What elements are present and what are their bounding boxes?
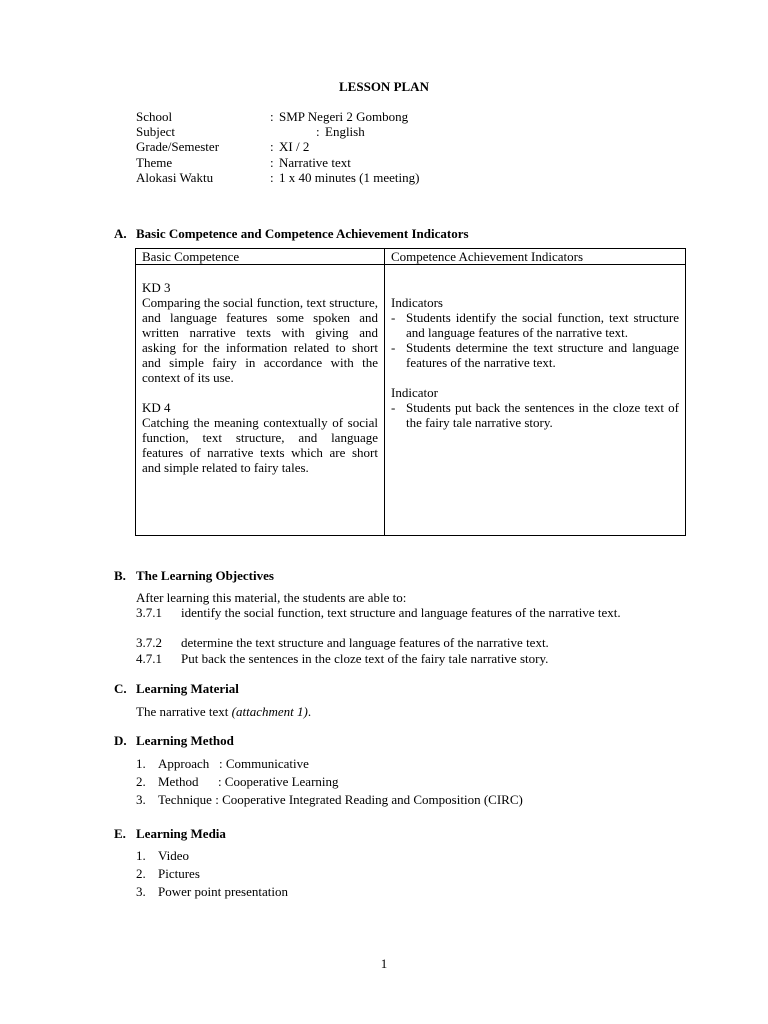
list-number: 1. xyxy=(136,848,146,863)
list-number: 2. xyxy=(136,774,146,789)
info-value: 1 x 40 minutes (1 meeting) xyxy=(279,169,420,185)
competence-table xyxy=(135,248,686,536)
basic-competence-cell xyxy=(136,265,385,536)
indicator-item xyxy=(391,400,679,430)
section-title: The Learning Objectives xyxy=(136,568,274,583)
objective-text: identify the social function, text structure and language features of the narrative text. xyxy=(181,605,621,620)
indicator-text: Students identify the social function, text structure and language features of the narrative text. xyxy=(406,310,679,340)
info-label: Alokasi Waktu xyxy=(136,169,214,185)
table-header-indicators: Competence Achievement Indicators xyxy=(385,249,686,265)
info-colon: : xyxy=(270,154,274,170)
table-header-row xyxy=(136,249,686,265)
list-item xyxy=(136,884,288,899)
info-label: Grade/Semester xyxy=(136,139,220,155)
list-text: Technique : Cooperative Integrated Reading and Composition (CIRC) xyxy=(158,792,523,807)
list-item xyxy=(136,848,189,863)
section-letter: E. xyxy=(114,826,126,841)
kd4-text: Catching the meaning contextually of social function, text structure, and language features of narrative texts which are short and simple related to fairy tales. xyxy=(142,415,378,475)
section-letter: A. xyxy=(114,226,127,241)
indicators-label: Indicators xyxy=(391,295,443,310)
indicator-text: Students determine the text structure and language features of the narrative text. xyxy=(406,340,679,370)
learning-material-text xyxy=(136,704,311,719)
list-number: 1. xyxy=(136,756,146,771)
section-b-heading xyxy=(114,568,274,583)
material-text: The narrative text xyxy=(136,704,232,719)
indicator-text: Students put back the sentences in the cloze text of the fairy tale narrative story. xyxy=(406,400,679,430)
info-label: Theme xyxy=(136,154,173,170)
list-item xyxy=(136,866,200,881)
kd3-label: KD 3 xyxy=(142,280,171,295)
section-letter: D. xyxy=(114,733,127,748)
info-colon: : xyxy=(270,139,274,155)
list-text: Video xyxy=(158,848,189,863)
list-text: Pictures xyxy=(158,866,200,881)
indicator-item xyxy=(391,340,679,370)
dash-bullet: - xyxy=(391,400,396,415)
material-attachment: (attachment 1) xyxy=(231,704,308,719)
list-number: 3. xyxy=(136,792,146,807)
list-number: 3. xyxy=(136,884,146,899)
objective-text: Put back the sentences in the cloze text of the fairy tale narrative story. xyxy=(181,651,549,666)
section-c-heading xyxy=(114,681,239,696)
section-title: Learning Material xyxy=(136,681,239,696)
objective-item xyxy=(136,605,676,635)
kd3-text: Comparing the social function, text structure, and language features some spoken and written narrative texts with giving and asking for the information related to short and simple fairy in accordance with the context of its use. xyxy=(142,295,378,385)
section-d-heading xyxy=(114,733,234,748)
indicator-item xyxy=(391,310,679,340)
info-label: Subject xyxy=(136,124,175,140)
list-text: Method : Cooperative Learning xyxy=(158,774,339,789)
table-header-basic-competence: Basic Competence xyxy=(136,249,385,265)
section-letter: C. xyxy=(114,681,127,696)
kd4-label: KD 4 xyxy=(142,400,171,415)
objective-item xyxy=(136,651,676,666)
section-title: Learning Media xyxy=(136,826,226,841)
material-period: . xyxy=(307,704,312,719)
table-row xyxy=(136,265,686,536)
list-text: Power point presentation xyxy=(158,884,288,899)
info-value: English xyxy=(325,124,365,140)
objectives-intro: After learning this material, the students are able to: xyxy=(136,590,407,605)
objective-number: 3.7.2 xyxy=(136,635,162,650)
list-number: 2. xyxy=(136,866,146,881)
objective-text: determine the text structure and language features of the narrative text. xyxy=(181,635,549,650)
indicators-cell xyxy=(385,265,686,536)
info-colon: : xyxy=(270,109,274,124)
info-colon: : xyxy=(316,124,320,140)
section-e-heading xyxy=(114,826,226,841)
indicator-label: Indicator xyxy=(391,385,438,400)
info-label: School xyxy=(136,109,173,124)
list-item xyxy=(136,774,339,789)
objective-item xyxy=(136,635,676,650)
objective-number: 3.7.1 xyxy=(136,605,162,620)
section-a-heading xyxy=(114,226,469,241)
document-title: LESSON PLAN xyxy=(339,79,429,94)
info-value: XI / 2 xyxy=(279,139,310,155)
info-value: SMP Negeri 2 Gombong xyxy=(279,109,409,124)
page-number: 1 xyxy=(380,956,388,971)
section-letter: B. xyxy=(114,568,126,583)
dash-bullet: - xyxy=(391,310,396,325)
section-title: Basic Competence and Competence Achievement Indicators xyxy=(136,226,469,241)
list-item xyxy=(136,792,523,807)
list-text: Approach : Communicative xyxy=(158,756,309,771)
info-value: Narrative text xyxy=(279,154,351,170)
objective-number: 4.7.1 xyxy=(136,651,162,666)
dash-bullet: - xyxy=(391,340,396,355)
info-colon: : xyxy=(270,169,274,185)
section-title: Learning Method xyxy=(136,733,234,748)
list-item xyxy=(136,756,309,771)
